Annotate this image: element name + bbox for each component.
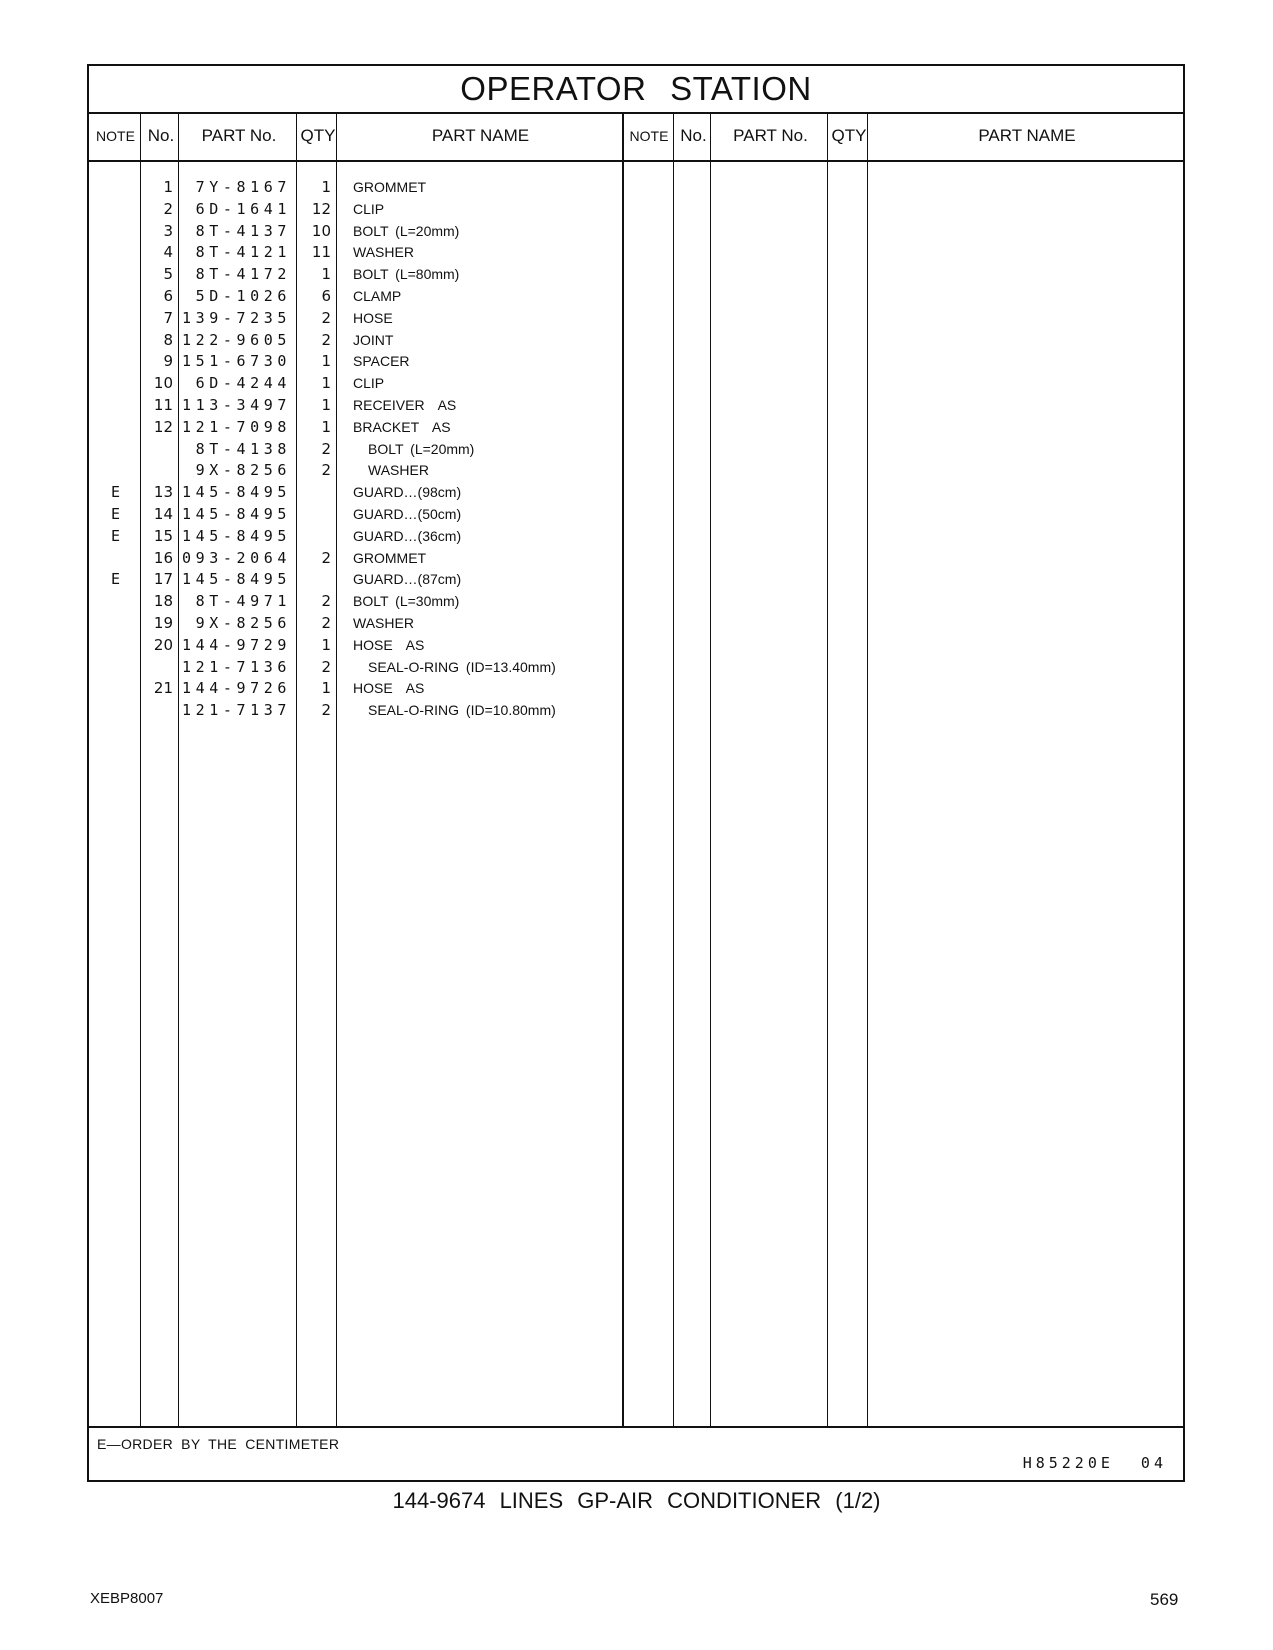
table-row: [89, 656, 649, 679]
part-number-cell: 145-8495: [181, 483, 291, 502]
table-row: [89, 547, 649, 570]
quantity-cell: 2: [321, 439, 331, 458]
quantity-cell: 2: [321, 701, 331, 720]
part-number-cell: 122-9605: [181, 330, 291, 349]
table-row: [89, 438, 649, 461]
item-number-cell: 20: [153, 635, 173, 654]
part-number-cell: 139-7235: [181, 308, 291, 327]
table-row: [89, 568, 649, 591]
header-no-right: No.: [680, 126, 707, 145]
part-number-cell: 151-6730: [181, 352, 291, 371]
item-number-cell: [142, 699, 173, 722]
part-name-cell: HOSE AS: [353, 680, 425, 697]
item-number-cell: [142, 656, 173, 679]
part-name-cell: HOSE AS: [353, 636, 425, 653]
item-number-cell: [142, 459, 173, 482]
column-divider: [673, 112, 674, 1426]
quantity-cell: 1: [321, 679, 331, 698]
item-number-cell: 18: [153, 592, 173, 611]
table-row: [89, 481, 649, 504]
part-name-cell: SEAL-O-RING (ID=10.80mm): [368, 702, 556, 719]
part-number-cell: 9X-8256: [195, 614, 291, 632]
quantity-cell: 1: [321, 396, 331, 414]
note-cell: [89, 263, 142, 286]
note-cell: [89, 176, 142, 199]
note-cell: [89, 198, 142, 221]
table-row: [89, 285, 649, 308]
part-name-cell: CLIP: [353, 200, 385, 217]
column-divider: [710, 112, 711, 1426]
item-number-cell: 1: [163, 178, 173, 196]
part-number-cell: 144-9726: [181, 679, 291, 698]
table-row: [89, 590, 649, 613]
quantity-cell: 1: [321, 178, 331, 196]
part-name-cell: WASHER: [353, 615, 414, 631]
quantity-cell: 2: [321, 614, 331, 632]
part-number-cell: 8T-4121: [195, 243, 291, 262]
note-cell: [89, 656, 142, 679]
quantity-cell: [299, 481, 331, 504]
note-cell: [89, 416, 142, 439]
drawing-code: H85220E 04: [1022, 1454, 1167, 1472]
part-number-cell: 113-3497: [181, 396, 291, 414]
item-number-cell: 6: [163, 287, 173, 305]
part-number-cell: 145-8495: [181, 570, 291, 589]
item-number-cell: 5: [163, 265, 173, 284]
item-number-cell: 4: [163, 243, 173, 262]
part-name-cell: BOLT (L=20mm): [368, 440, 475, 457]
part-number-cell: 093-2064: [181, 548, 291, 567]
item-number-cell: 2: [163, 199, 173, 218]
part-number-cell: 121-7098: [181, 417, 291, 436]
table-row: [89, 241, 649, 264]
quantity-cell: [299, 568, 331, 591]
note-cell: [89, 634, 142, 657]
item-number-cell: 11: [153, 396, 173, 414]
note-cell: E: [110, 505, 121, 523]
note-cell: [89, 612, 142, 635]
item-number-cell: [142, 438, 173, 461]
part-name-cell: BOLT (L=20mm): [353, 222, 460, 239]
table-row: [89, 634, 649, 657]
part-name-cell: GUARD…(98cm): [353, 484, 462, 501]
document-id: XEBP8007: [90, 1590, 164, 1607]
quantity-cell: 2: [321, 461, 331, 480]
note-cell: [89, 285, 142, 308]
table-row: [89, 263, 649, 286]
header-part-name-right: PART NAME: [978, 126, 1076, 145]
part-number-cell: 8T-4137: [195, 221, 291, 240]
part-number-cell: 144-9729: [181, 635, 291, 654]
part-number-cell: 6D-1641: [195, 199, 291, 218]
note-cell: [89, 329, 142, 352]
table-row: [89, 525, 649, 548]
part-name-cell: BOLT (L=80mm): [353, 266, 460, 283]
quantity-cell: 2: [321, 330, 331, 349]
note-cell: [89, 547, 142, 570]
header-part-no-right: PART No.: [733, 126, 808, 145]
part-name-cell: GROMMET: [353, 549, 427, 566]
note-cell: [89, 590, 142, 613]
item-number-cell: 14: [153, 505, 173, 523]
quantity-cell: 1: [321, 635, 331, 654]
quantity-cell: [299, 503, 331, 526]
item-number-cell: 15: [153, 526, 173, 545]
note-cell: [89, 438, 142, 461]
part-name-cell: WASHER: [353, 244, 414, 261]
note-cell: [89, 699, 142, 722]
part-name-cell: WASHER: [368, 462, 429, 479]
item-number-cell: 17: [153, 570, 173, 589]
note-cell: [89, 394, 142, 417]
part-name-cell: SPACER: [353, 353, 410, 370]
part-name-cell: BRACKET AS: [353, 418, 451, 435]
table-row: [89, 416, 649, 439]
footer-divider: [89, 1426, 1183, 1428]
part-name-cell: HOSE: [353, 309, 393, 326]
quantity-cell: 1: [321, 374, 331, 393]
item-number-cell: 12: [153, 417, 173, 436]
table-row: [89, 220, 649, 243]
note-cell: [89, 459, 142, 482]
note-cell: [89, 241, 142, 264]
note-cell: [89, 220, 142, 243]
column-header-row: [89, 112, 1183, 162]
note-cell: [89, 307, 142, 330]
table-row: [89, 329, 649, 352]
item-number-cell: 3: [163, 221, 173, 240]
page-title: OPERATOR STATION: [89, 66, 1183, 114]
item-number-cell: 21: [153, 679, 173, 698]
quantity-cell: 2: [321, 592, 331, 611]
part-name-cell: GUARD…(50cm): [353, 506, 462, 522]
part-number-cell: 121-7137: [181, 701, 291, 720]
part-number-cell: 7Y-8167: [195, 178, 291, 196]
quantity-cell: 12: [311, 199, 331, 218]
part-name-cell: BOLT (L=30mm): [353, 593, 460, 610]
table-row: [89, 176, 649, 199]
header-qty-right: QTY: [831, 126, 867, 145]
table-row: [89, 677, 649, 700]
column-divider: [867, 112, 868, 1426]
footnote: E—ORDER BY THE CENTIMETER: [97, 1436, 340, 1452]
note-cell: [89, 677, 142, 700]
quantity-cell: 1: [321, 352, 331, 371]
header-note-right: NOTE: [629, 128, 669, 144]
part-number-cell: 121-7136: [181, 657, 291, 676]
part-name-cell: GROMMET: [353, 179, 427, 195]
table-row: [89, 699, 649, 722]
page-number: 569: [1150, 1590, 1179, 1609]
quantity-cell: 2: [321, 308, 331, 327]
quantity-cell: [299, 525, 331, 548]
part-number-cell: 8T-4172: [195, 265, 291, 284]
item-number-cell: 10: [153, 374, 173, 393]
part-number-cell: 6D-4244: [195, 374, 291, 393]
table-row: [89, 394, 649, 417]
quantity-cell: 10: [311, 221, 331, 240]
note-cell: [89, 372, 142, 395]
part-name-cell: SEAL-O-RING (ID=13.40mm): [368, 658, 556, 675]
part-number-cell: 145-8495: [181, 505, 291, 523]
header-no-left: No.: [147, 126, 175, 145]
header-qty-left: QTY: [300, 126, 336, 145]
header-part-name-left: PART NAME: [431, 126, 530, 145]
part-number-cell: 145-8495: [181, 526, 291, 545]
header-part-no-left: PART No.: [201, 126, 277, 145]
table-row: [89, 198, 649, 221]
part-name-cell: CLAMP: [353, 288, 402, 304]
note-cell: E: [110, 526, 121, 545]
quantity-cell: 2: [321, 548, 331, 567]
table-row: [89, 372, 649, 395]
part-name-cell: GUARD…(36cm): [353, 527, 462, 544]
note-cell: E: [110, 570, 121, 589]
note-cell: [89, 350, 142, 373]
quantity-cell: 1: [321, 417, 331, 436]
item-number-cell: 16: [153, 548, 173, 567]
part-name-cell: RECEIVER AS: [353, 397, 457, 413]
parts-table-frame: [87, 64, 1185, 1482]
part-name-cell: GUARD…(87cm): [353, 571, 462, 588]
part-name-cell: CLIP: [353, 375, 385, 392]
group-subtitle: 144-9674 LINES GP-AIR CONDITIONER (1/2): [392, 1488, 881, 1513]
part-number-cell: 5D-1026: [195, 287, 291, 305]
table-row: [89, 459, 649, 482]
part-name-cell: JOINT: [353, 331, 394, 348]
part-number-cell: 9X-8256: [195, 461, 291, 480]
item-number-cell: 8: [163, 330, 173, 349]
note-cell: E: [110, 483, 121, 502]
table-row: [89, 307, 649, 330]
part-number-cell: 8T-4971: [195, 592, 291, 611]
quantity-cell: 1: [321, 265, 331, 284]
quantity-cell: 11: [311, 243, 331, 262]
column-divider: [827, 112, 828, 1426]
item-number-cell: 13: [153, 483, 173, 502]
table-row: [89, 350, 649, 373]
item-number-cell: 19: [153, 614, 173, 632]
quantity-cell: 6: [321, 287, 331, 305]
quantity-cell: 2: [321, 657, 331, 676]
table-row: [89, 612, 649, 635]
part-number-cell: 8T-4138: [195, 439, 291, 458]
header-note-left: NOTE: [96, 128, 135, 144]
item-number-cell: 9: [163, 352, 173, 371]
table-row: [89, 503, 649, 526]
item-number-cell: 7: [163, 308, 173, 327]
